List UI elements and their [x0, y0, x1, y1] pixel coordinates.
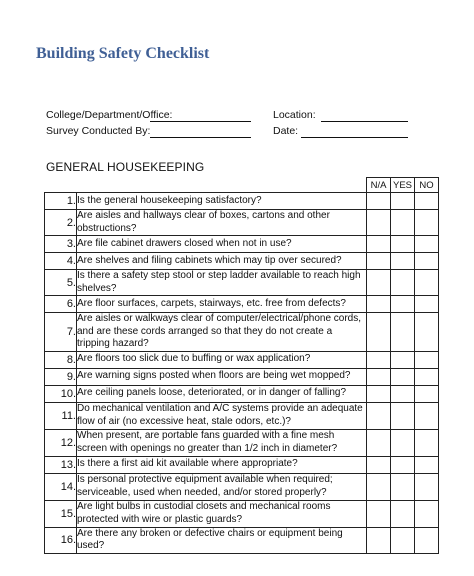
no-checkbox[interactable]	[415, 210, 439, 236]
table-row	[45, 351, 439, 368]
yes-checkbox[interactable]	[391, 236, 415, 253]
table-row	[45, 313, 439, 352]
item-number: 5.	[45, 270, 77, 296]
college-field[interactable]	[150, 121, 251, 122]
survey-field[interactable]	[150, 137, 251, 138]
item-question: Are light bulbs in custodial closets and mechanical rooms protected with wire or plastic guards?	[77, 500, 367, 527]
no-checkbox[interactable]	[415, 270, 439, 296]
item-number: 13.	[45, 456, 77, 473]
no-checkbox[interactable]	[415, 193, 439, 210]
item-number: 1.	[45, 193, 77, 210]
no-checkbox[interactable]	[415, 527, 439, 553]
na-checkbox[interactable]	[367, 385, 391, 402]
na-checkbox[interactable]	[367, 456, 391, 473]
no-checkbox[interactable]	[415, 236, 439, 253]
item-number: 10.	[45, 385, 77, 402]
na-checkbox[interactable]	[367, 313, 391, 352]
no-checkbox[interactable]	[415, 402, 439, 429]
date-label: Date:	[273, 125, 299, 137]
header-no: NO	[415, 178, 439, 193]
yes-checkbox[interactable]	[391, 270, 415, 296]
yes-checkbox[interactable]	[391, 527, 415, 553]
item-question: Is the general housekeeping satisfactory?	[77, 193, 367, 210]
item-question: Is there a safety step stool or step ladder available to reach high shelves?	[77, 270, 367, 296]
item-question: Are warning signs posted when floors are being wet mopped?	[77, 368, 367, 385]
na-checkbox[interactable]	[367, 402, 391, 429]
table-row	[45, 385, 439, 402]
no-checkbox[interactable]	[415, 429, 439, 456]
college-label: College/Department/Office:	[46, 109, 173, 121]
item-number: 8.	[45, 351, 77, 368]
item-number: 3.	[45, 236, 77, 253]
yes-checkbox[interactable]	[391, 253, 415, 270]
no-checkbox[interactable]	[415, 368, 439, 385]
yes-checkbox[interactable]	[391, 210, 415, 236]
checklist-table	[44, 177, 439, 554]
na-checkbox[interactable]	[367, 500, 391, 527]
header-yes: YES	[391, 178, 415, 193]
table-row	[45, 429, 439, 456]
na-checkbox[interactable]	[367, 351, 391, 368]
na-checkbox[interactable]	[367, 527, 391, 553]
yes-checkbox[interactable]	[391, 385, 415, 402]
no-checkbox[interactable]	[415, 253, 439, 270]
table-row	[45, 368, 439, 385]
yes-checkbox[interactable]	[391, 296, 415, 313]
na-checkbox[interactable]	[367, 368, 391, 385]
item-question: Are file cabinet drawers closed when not in use?	[77, 236, 367, 253]
section-title: GENERAL HOUSEKEEPING	[46, 160, 205, 174]
item-question: Are shelves and filing cabinets which may tip over secured?	[77, 253, 367, 270]
item-question: Is there a first aid kit available where appropriate?	[77, 456, 367, 473]
item-number: 2.	[45, 210, 77, 236]
yes-checkbox[interactable]	[391, 473, 415, 500]
table-row	[45, 456, 439, 473]
no-checkbox[interactable]	[415, 313, 439, 352]
no-checkbox[interactable]	[415, 385, 439, 402]
table-row	[45, 270, 439, 296]
yes-checkbox[interactable]	[391, 500, 415, 527]
item-question: Are floor surfaces, carpets, stairways, etc. free from defects?	[77, 296, 367, 313]
na-checkbox[interactable]	[367, 253, 391, 270]
no-checkbox[interactable]	[415, 351, 439, 368]
item-number: 6.	[45, 296, 77, 313]
yes-checkbox[interactable]	[391, 402, 415, 429]
na-checkbox[interactable]	[367, 210, 391, 236]
yes-checkbox[interactable]	[391, 351, 415, 368]
item-number: 14.	[45, 473, 77, 500]
yes-checkbox[interactable]	[391, 313, 415, 352]
item-question: When present, are portable fans guarded with a fine mesh screen with openings no greater than 1/2 inch in diameter?	[77, 429, 367, 456]
yes-checkbox[interactable]	[391, 429, 415, 456]
header-question	[77, 178, 367, 193]
date-field[interactable]	[301, 137, 408, 138]
na-checkbox[interactable]	[367, 236, 391, 253]
item-question: Are aisles and hallways clear of boxes, cartons and other obstructions?	[77, 210, 367, 236]
item-question: Do mechanical ventilation and A/C systems provide an adequate flow of air (no excessive heat, stale odors, etc.)?	[77, 402, 367, 429]
table-row	[45, 193, 439, 210]
item-number: 15.	[45, 500, 77, 527]
na-checkbox[interactable]	[367, 270, 391, 296]
item-number: 9.	[45, 368, 77, 385]
location-label: Location:	[273, 109, 316, 121]
yes-checkbox[interactable]	[391, 193, 415, 210]
na-checkbox[interactable]	[367, 296, 391, 313]
item-number: 4.	[45, 253, 77, 270]
table-row	[45, 500, 439, 527]
yes-checkbox[interactable]	[391, 456, 415, 473]
table-header-row	[45, 178, 439, 193]
no-checkbox[interactable]	[415, 296, 439, 313]
item-number: 16.	[45, 527, 77, 553]
no-checkbox[interactable]	[415, 500, 439, 527]
item-number: 7.	[45, 313, 77, 352]
header-spacer	[45, 178, 77, 193]
na-checkbox[interactable]	[367, 429, 391, 456]
item-question: Are ceiling panels loose, deteriorated, or in danger of falling?	[77, 385, 367, 402]
no-checkbox[interactable]	[415, 456, 439, 473]
na-checkbox[interactable]	[367, 473, 391, 500]
item-number: 12.	[45, 429, 77, 456]
na-checkbox[interactable]	[367, 193, 391, 210]
table-row	[45, 402, 439, 429]
table-row	[45, 236, 439, 253]
table-row	[45, 210, 439, 236]
item-question: Are aisles or walkways clear of computer/electrical/phone cords, and are these cords arranged so that they do not create a tripping hazard?	[77, 313, 367, 352]
item-number: 11.	[45, 402, 77, 429]
item-question: Is personal protective equipment available when required; serviceable, used when needed, and/or stored properly?	[77, 473, 367, 500]
page-title: Building Safety Checklist	[36, 45, 210, 62]
table-row	[45, 527, 439, 553]
item-question: Are there any broken or defective chairs or equipment being used?	[77, 527, 367, 553]
header-na: N/A	[367, 178, 391, 193]
no-checkbox[interactable]	[415, 473, 439, 500]
survey-label: Survey Conducted By:	[46, 125, 151, 137]
item-question: Are floors too slick due to buffing or wax application?	[77, 351, 367, 368]
yes-checkbox[interactable]	[391, 368, 415, 385]
table-row	[45, 253, 439, 270]
table-row	[45, 296, 439, 313]
table-row	[45, 473, 439, 500]
location-field[interactable]	[321, 121, 408, 122]
